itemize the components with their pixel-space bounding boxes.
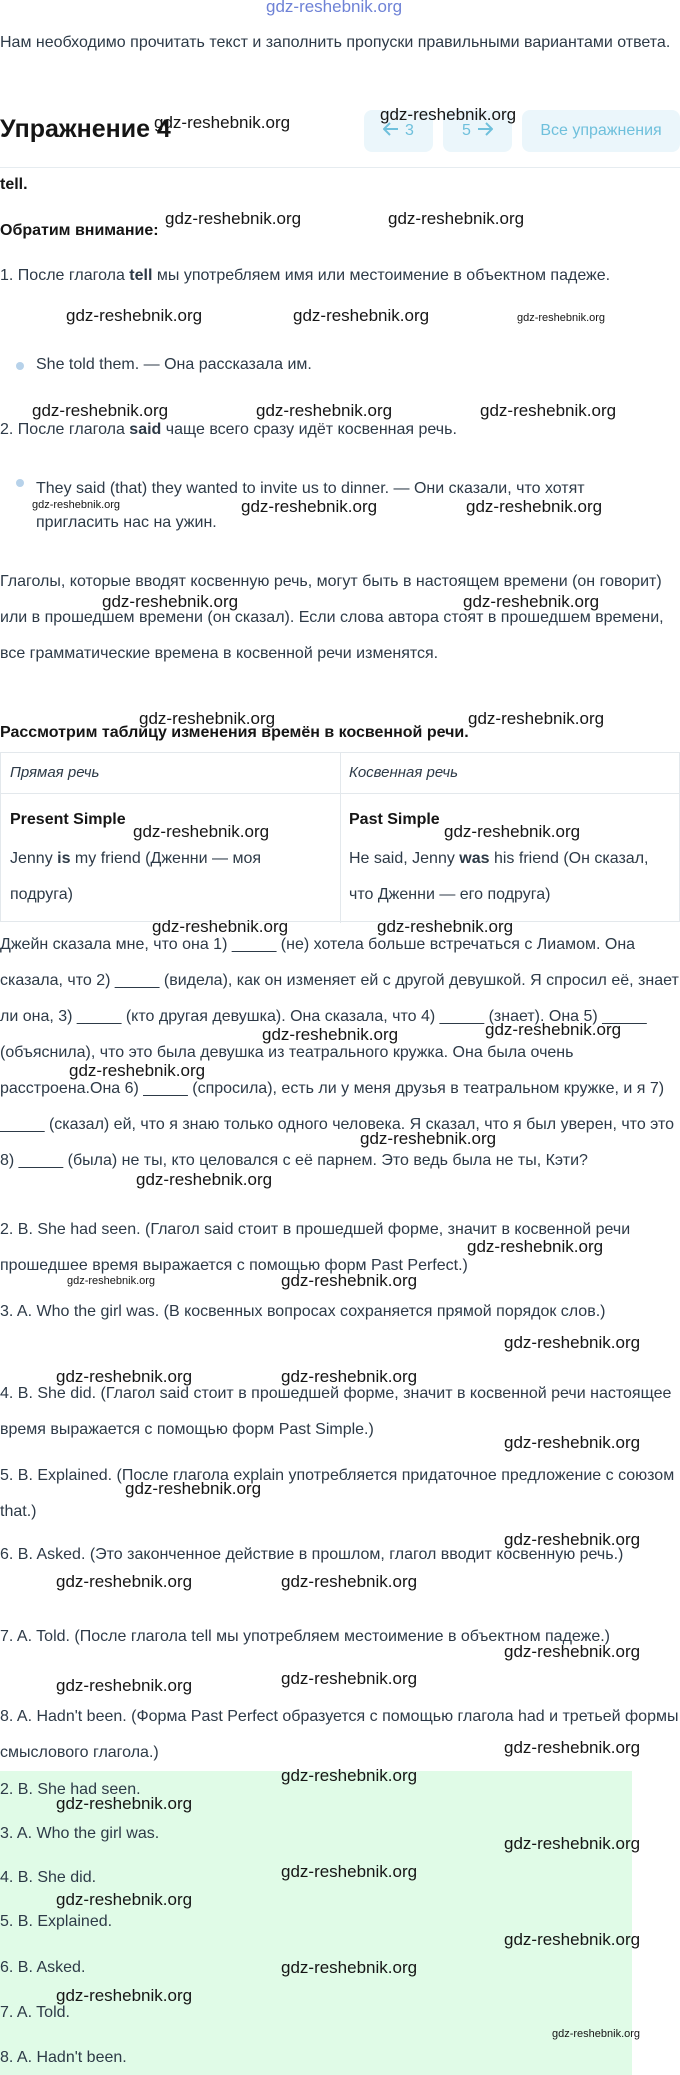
watermark: gdz-reshebnik.org	[262, 1025, 399, 1044]
watermark: gdz-reshebnik.org	[485, 1020, 622, 1039]
watermark: gdz-reshebnik.org	[281, 1669, 418, 1688]
prev-exercise-label: 3	[405, 122, 414, 139]
example-1: She told them. — Она рассказала им.	[36, 356, 312, 373]
table-cell-past-simple: Past Simple	[349, 811, 440, 828]
watermark: gdz-reshebnik.org	[281, 1367, 418, 1386]
watermark: gdz-reshebnik.org	[32, 401, 169, 420]
watermark: gdz-reshebnik.org	[467, 1237, 604, 1256]
watermark: gdz-reshebnik.org	[139, 709, 276, 728]
indirect-speech-paragraph: Глаголы, которые вводят косвенную речь, могут быть в настоящем времени (он говорит) или в прошедшем времени (он сказал). Если слова автора стоят в прошедшем времени, все грамматические времена в косвенной речи изменятся.	[0, 573, 664, 662]
watermark: gdz-reshebnik.org	[56, 1794, 193, 1813]
watermark: gdz-reshebnik.org	[360, 1129, 497, 1148]
watermark: gdz-reshebnik.org	[69, 1061, 206, 1080]
explanation-2: 2. B. She had seen. (Глагол said стоит в прошедшей форме, значит в косвенной речи прошедшее время выражается с помощью форм Past Perfect.)	[0, 1221, 631, 1274]
watermark: gdz-reshebnik.org	[388, 209, 525, 228]
watermark: gdz-reshebnik.org	[56, 1367, 193, 1386]
bullet-dot	[16, 362, 24, 370]
watermark: gdz-reshebnik.org	[56, 1890, 193, 1909]
watermark: gdz-reshebnik.org	[56, 1986, 193, 2005]
watermark: gdz-reshebnik.org	[468, 709, 605, 728]
watermark: gdz-reshebnik.org	[56, 1572, 193, 1591]
watermark: gdz-reshebnik.org	[152, 917, 289, 936]
table-cell-indirect-example: He said, Jenny was his friend (Он сказал, что Дженни — его подруга)	[349, 850, 649, 903]
watermark: gdz-reshebnik.org	[517, 312, 606, 324]
exercise-title: Упражнение 4	[0, 115, 171, 143]
table-title: Рассмотрим таблицу изменения времён в косвенной речи.	[0, 724, 469, 741]
table-cell-present-simple: Present Simple	[10, 811, 126, 828]
watermark: gdz-reshebnik.org	[504, 1333, 641, 1352]
attention-heading: Обратим внимание:	[0, 222, 159, 239]
watermark: gdz-reshebnik.org	[241, 497, 378, 516]
watermark: gdz-reshebnik.org	[504, 1738, 641, 1757]
watermark: gdz-reshebnik.org	[504, 1834, 641, 1853]
tell-word: tell.	[0, 176, 28, 193]
watermark: gdz-reshebnik.org	[67, 1275, 156, 1287]
watermark: gdz-reshebnik.org	[466, 497, 603, 516]
answers-box	[0, 1771, 632, 2075]
watermark: gdz-reshebnik.org	[154, 113, 291, 132]
watermark: gdz-reshebnik.org	[504, 1930, 641, 1949]
watermark: gdz-reshebnik.org	[256, 401, 393, 420]
explanation-6: 6. B. Asked. (Это законченное действие в прошлом, глагол вводит косвенную речь.)	[0, 1546, 624, 1563]
answer-item: 2. B. She had seen.	[0, 1781, 141, 1798]
explanation-7: 7. A. Told. (После глагола tell мы употребляем местоимение в объектном падеже.)	[0, 1628, 610, 1645]
explanation-5: 5. B. Explained. (После глагола explain употребляется придаточное предложение с союзом that.)	[0, 1467, 675, 1520]
watermark: gdz-reshebnik.org	[552, 2028, 641, 2040]
explanation-8: 8. A. Hadn't been. (Форма Past Perfect образуется с помощью глагола had и третьей формы смыслового глагола.)	[0, 1708, 679, 1761]
table-header-direct: Прямая речь	[10, 764, 100, 781]
rule-1: 1. После глагола tell мы употребляем имя или местоимение в объектном падеже.	[0, 267, 611, 284]
explanation-4: 4. B. She did. (Глагол said стоит в прошедшей форме, значит в косвенной речи настоящее время выражается с помощью форм Past Simple.)	[0, 1385, 672, 1438]
example-2: They said (that) they wanted to invite us to dinner. — Они сказали, что хотят пригласить нас на ужин.	[36, 480, 585, 531]
watermark: gdz-reshebnik.org	[125, 1479, 262, 1498]
watermark: gdz-reshebnik.org	[504, 1642, 641, 1661]
watermark: gdz-reshebnik.org	[281, 1958, 418, 1977]
answer-item: 7. A. Told.	[0, 2004, 70, 2021]
answer-item: 3. A. Who the girl was.	[0, 1825, 160, 1842]
watermark: gdz-reshebnik.org	[281, 1766, 418, 1785]
answer-item: 8. A. Hadn't been.	[0, 2049, 127, 2066]
watermark: gdz-reshebnik.org	[480, 401, 617, 420]
watermark: gdz-reshebnik.org	[56, 1676, 193, 1695]
next-exercise-label: 5	[462, 122, 471, 139]
watermark: gdz-reshebnik.org	[504, 1433, 641, 1452]
watermark: gdz-reshebnik.org	[281, 1862, 418, 1881]
watermark: gdz-reshebnik.org	[136, 1170, 273, 1189]
header-divider	[0, 167, 680, 168]
watermark: gdz-reshebnik.org	[165, 209, 302, 228]
exercise-story: Джейн сказала мне, что она 1) _____ (не) хотела больше встречаться с Лиамом. Она сказала, что 2) _____ (видела), как он изменяет ей с другой девушкой. Я спросил её, знает ли она, 3) _____ (кто другая девушка). Она сказала, что 4) _____ (знает). Она 5) _____ (объяснила), что это была девушка из театрального кружка. Она была очень расстроена.Она 6) _____ (спросила), есть ли у меня друзья в театральном кружке, и я 7) _____ (сказал) ей, что я знаю только одного человека. Я сказал, что я был уверен, что это 8) _____ (была) не ты, кто целовался с её парнем. Это ведь была не ты, Кэти?	[0, 936, 679, 1169]
answer-item: 6. B. Asked.	[0, 1959, 86, 1976]
watermark: gdz-reshebnik.org	[377, 917, 514, 936]
watermark: gdz-reshebnik.org	[133, 822, 270, 841]
rule-2: 2. После глагола said чаще всего сразу идёт косвенная речь.	[0, 421, 457, 438]
watermark: gdz-reshebnik.org	[102, 592, 239, 611]
watermark: gdz-reshebnik.org	[281, 1572, 418, 1591]
site-watermark-top: gdz-reshebnik.org	[266, 0, 403, 16]
watermark: gdz-reshebnik.org	[32, 499, 121, 511]
watermark: gdz-reshebnik.org	[504, 1530, 641, 1549]
watermark: gdz-reshebnik.org	[66, 306, 203, 325]
answer-item: 4. B. She did.	[0, 1869, 97, 1886]
watermark: gdz-reshebnik.org	[281, 1271, 418, 1290]
table-cell-direct-example: Jenny is my friend (Дженни — моя подруга)	[10, 850, 261, 903]
answer-item: 5. B. Explained.	[0, 1913, 113, 1930]
table-header-indirect: Косвенная речь	[349, 764, 459, 781]
explanation-3: 3. A. Who the girl was. (В косвенных вопросах сохраняется прямой порядок слов.)	[0, 1303, 606, 1320]
bullet-dot	[16, 479, 24, 487]
watermark: gdz-reshebnik.org	[444, 822, 581, 841]
intro-text: Нам необходимо прочитать текст и заполнить пропуски правильными вариантами ответа.	[0, 34, 671, 51]
watermark: gdz-reshebnik.org	[380, 105, 517, 124]
watermark: gdz-reshebnik.org	[463, 592, 600, 611]
all-exercises-button[interactable]: Все упражнения	[522, 110, 680, 152]
watermark: gdz-reshebnik.org	[293, 306, 430, 325]
